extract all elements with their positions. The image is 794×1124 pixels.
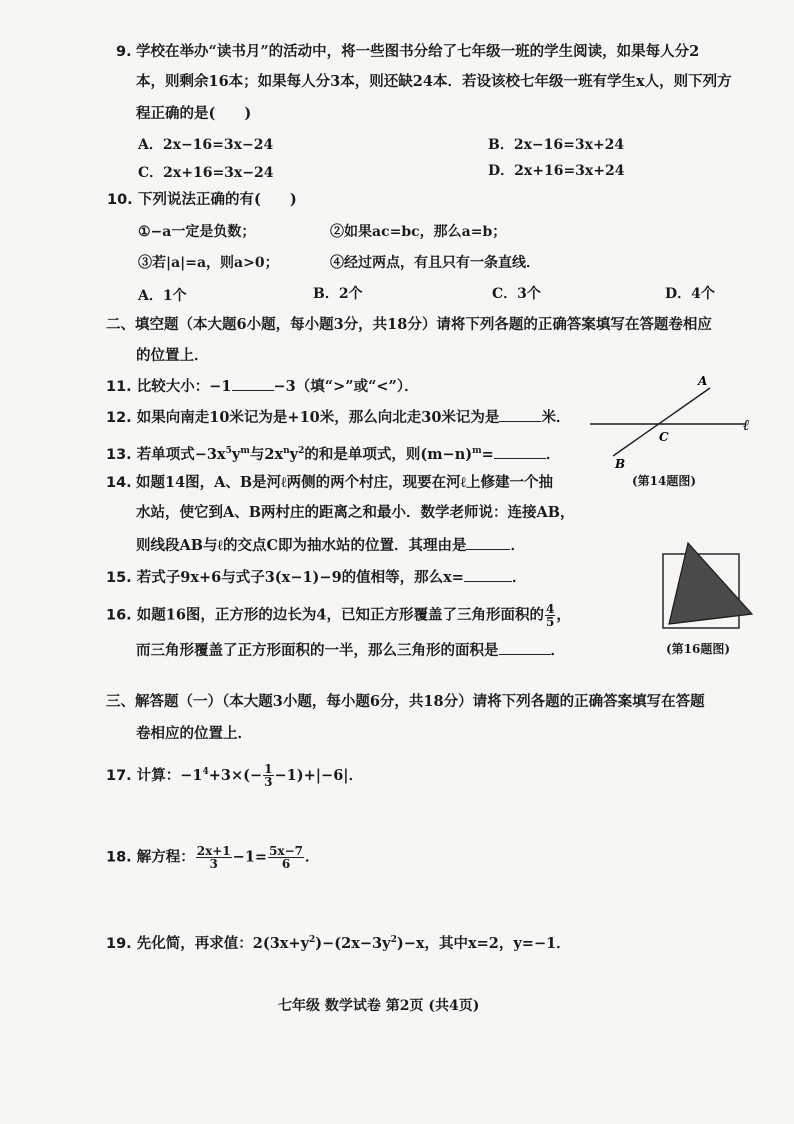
q12: 12. 如果向南走10米记为是+10米，那么向北走30米记为是 米． — [106, 409, 571, 426]
q9-option-c: C．2x+16=3x−24 — [138, 165, 274, 181]
q15-answer-blank[interactable] — [464, 567, 512, 582]
figure-16-caption: (第16题图) — [666, 642, 731, 656]
q12-answer-blank[interactable] — [499, 407, 541, 422]
q10-statement-2: ②如果ac=bc，那么a=b； — [330, 224, 507, 240]
page-footer: 七年级 数学试卷 第2页 (共4页) — [278, 998, 480, 1014]
q14-answer-blank[interactable] — [466, 535, 510, 550]
q18-fraction-right: $\frac{5x-7}{6}$ — [269, 844, 303, 871]
q10-option-a: A．1个 — [138, 288, 187, 304]
q10-statement-3: ③若|a|=a，则a>0； — [138, 255, 279, 271]
q10-option-b: B．2个 — [313, 286, 363, 302]
section-3-heading-cont: 卷相应的位置上． — [136, 725, 252, 742]
q16-answer-blank[interactable] — [499, 640, 551, 655]
q17: 17. 计算：$-1^4+3\times(-$ $\frac{1}{3}$ −1)+|−6|． — [106, 762, 364, 790]
figure-16 — [655, 540, 755, 632]
q10-stem: 下列说法正确的有( ) — [138, 191, 297, 208]
q13: 13. 若单项式$-3x^5y^m$与$2x^ny^2$的和是单项式，则$(m-n)^m=$ ． — [106, 445, 561, 463]
q10-statement-4: ④经过两点，有且只有一条直线． — [330, 255, 540, 271]
q13-answer-blank[interactable] — [494, 444, 546, 459]
q11-answer-blank[interactable] — [232, 376, 274, 391]
q9-line2: 本，则剩余16本；如果每人分3本，则还缺24本．若设该校七年级一班有学生x人，则下列方 — [136, 73, 732, 90]
q9-line3: 程正确的是( ) — [136, 105, 252, 122]
q9-option-a: A．2x−16=3x−24 — [138, 137, 274, 153]
q19: 19. 先化简，再求值：$2(3x+y^2)-(2x-3y^2)-x$，其中x=2，y=−1． — [106, 934, 571, 952]
figure-14-caption: (第14题图) — [632, 474, 697, 488]
q9-option-b: B．2x−16=3x+24 — [488, 137, 625, 153]
q18-fraction-left: $\frac{2x+1}{3}$ — [196, 844, 231, 871]
q14-number: 14. — [106, 475, 132, 491]
q18: 18. 解方程： $\frac{2x+1}{3}$ −1= $\frac{5x-7}{6}$ ． — [106, 844, 320, 871]
q16-fraction: $\frac{4}{5}$ — [546, 602, 555, 629]
q11: 11. 比较大小：−1 −3（填“>”或“<”）． — [106, 378, 419, 395]
q14-line2: 水站，使它到A、B两村庄的距离之和最小．数学老师说：连接AB， — [136, 504, 575, 521]
q9-line1: 学校在举办“读书月”的活动中，将一些图书分给了七年级一班的学生阅读，如果每人分2 — [136, 43, 700, 60]
section-3-heading: 三、解答题（一）（本大题3小题，每小题6分，共18分）请将下列各题的正确答案填写在答题 — [106, 693, 705, 710]
q10-option-c: C．3个 — [492, 286, 541, 302]
q16-line1: 16. 如题16图，正方形的边长为4，已知正方形覆盖了三角形面积的 $\frac{4}{5}$ ， — [106, 602, 571, 629]
section-2-heading-cont: 的位置上． — [136, 347, 209, 364]
q14-line1: 如题14图，A、B是河ℓ两侧的两个村庄，现要在河ℓ上修建一个抽 — [136, 474, 554, 491]
q10-option-d: D．4个 — [665, 286, 715, 302]
q14-line3: 则线段AB与ℓ的交点C即为抽水站的位置．其理由是 ． — [136, 537, 525, 554]
q17-fraction: $\frac{1}{3}$ — [264, 762, 273, 790]
line-l-label: ℓ — [743, 416, 750, 434]
q9-option-d: D．2x+16=3x+24 — [488, 163, 625, 179]
q15: 15. 若式子9x+6与式子3(x−1)−9的值相等，那么x= ． — [106, 569, 527, 586]
figure-14 — [585, 370, 775, 470]
section-2-heading: 二、填空题（本大题6小题，每小题3分，共18分）请将下列各题的正确答案填写在答题卷相应 — [106, 316, 712, 333]
q10-statement-1: ①−a一定是负数； — [138, 224, 256, 240]
q9-number: 9. — [116, 44, 132, 60]
q16-line2: 而三角形覆盖了正方形面积的一半，那么三角形的面积是 ． — [136, 642, 565, 659]
point-b-label: B — [615, 457, 626, 470]
point-a-label: A — [698, 374, 708, 388]
point-c-label: C — [659, 430, 669, 444]
segment-ab — [613, 388, 710, 456]
q10-number: 10. — [107, 192, 133, 208]
